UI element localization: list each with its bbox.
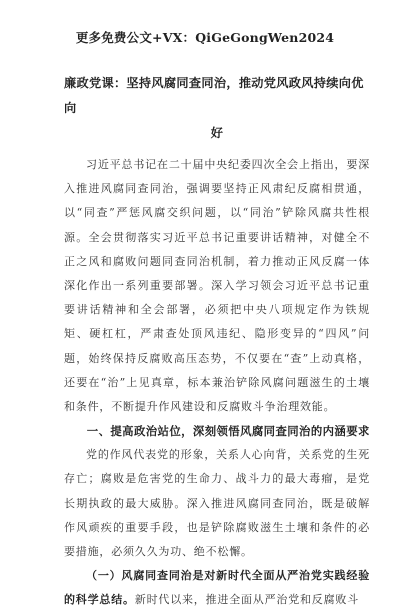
subsection-1-heading: （一）风腐同查同治是对新时代全面从严治党实践经验的科学总结。 <box>64 569 370 607</box>
section-1-paragraph: 党的作风代表党的形象，关系人心向背，关系党的生死存亡；腐败是危害党的生命力、战斗力的最大毒瘤，是党长期执政的最大威胁。深入推进风腐同查同治，既是破解作风顽疾的重要手段，也是铲除腐败滋生土壤和条件的必要措施，必须久久为功、绝不松懈。 <box>64 448 370 559</box>
subsection-1-text: 新时代以来，推进全面从严治党和反腐败斗 <box>134 593 360 607</box>
subsection-1-paragraph <box>64 564 370 612</box>
title-line-2: 好 <box>210 126 224 140</box>
intro-paragraph: 习近平总书记在二十届中央纪委四次全会上指出，要深入推进风腐同查同治，强调要坚持正风肃纪反腐相贯通，以“同查”严惩风腐交织问题，以“同治”铲除风腐共性根源。全会贯彻落实习近平总书记重要讲话精神，对健全不正之风和腐败问题同查同治机制，着力推动正风反腐一体深化作出一系列重要部署。深入学习领会习近平总书记重要讲话精神和全会部署，必须把中央八项规定作为铁规矩、硬杠杠，严肃查处顶风违纪、隐形变异的“四风”问题，始终保持反腐败高压态势，不仅要在“查”上动真格，还要在“治”上见真章，标本兼治铲除风腐问题滋生的土壤和条件，不断提升作风建设和反腐败斗争治理效能。 <box>64 158 370 414</box>
title-line-1: 廉政党课：坚持风腐同查同治，推动党风政风持续向优向 <box>64 76 364 115</box>
watermark-header: 更多免费公文+VX：QiGeGongWen2024 <box>75 30 335 45</box>
section-heading-1: 一、提高政治站位，深刻领悟风腐同查同治的内涵要求 <box>86 424 370 439</box>
document-title <box>64 71 370 146</box>
